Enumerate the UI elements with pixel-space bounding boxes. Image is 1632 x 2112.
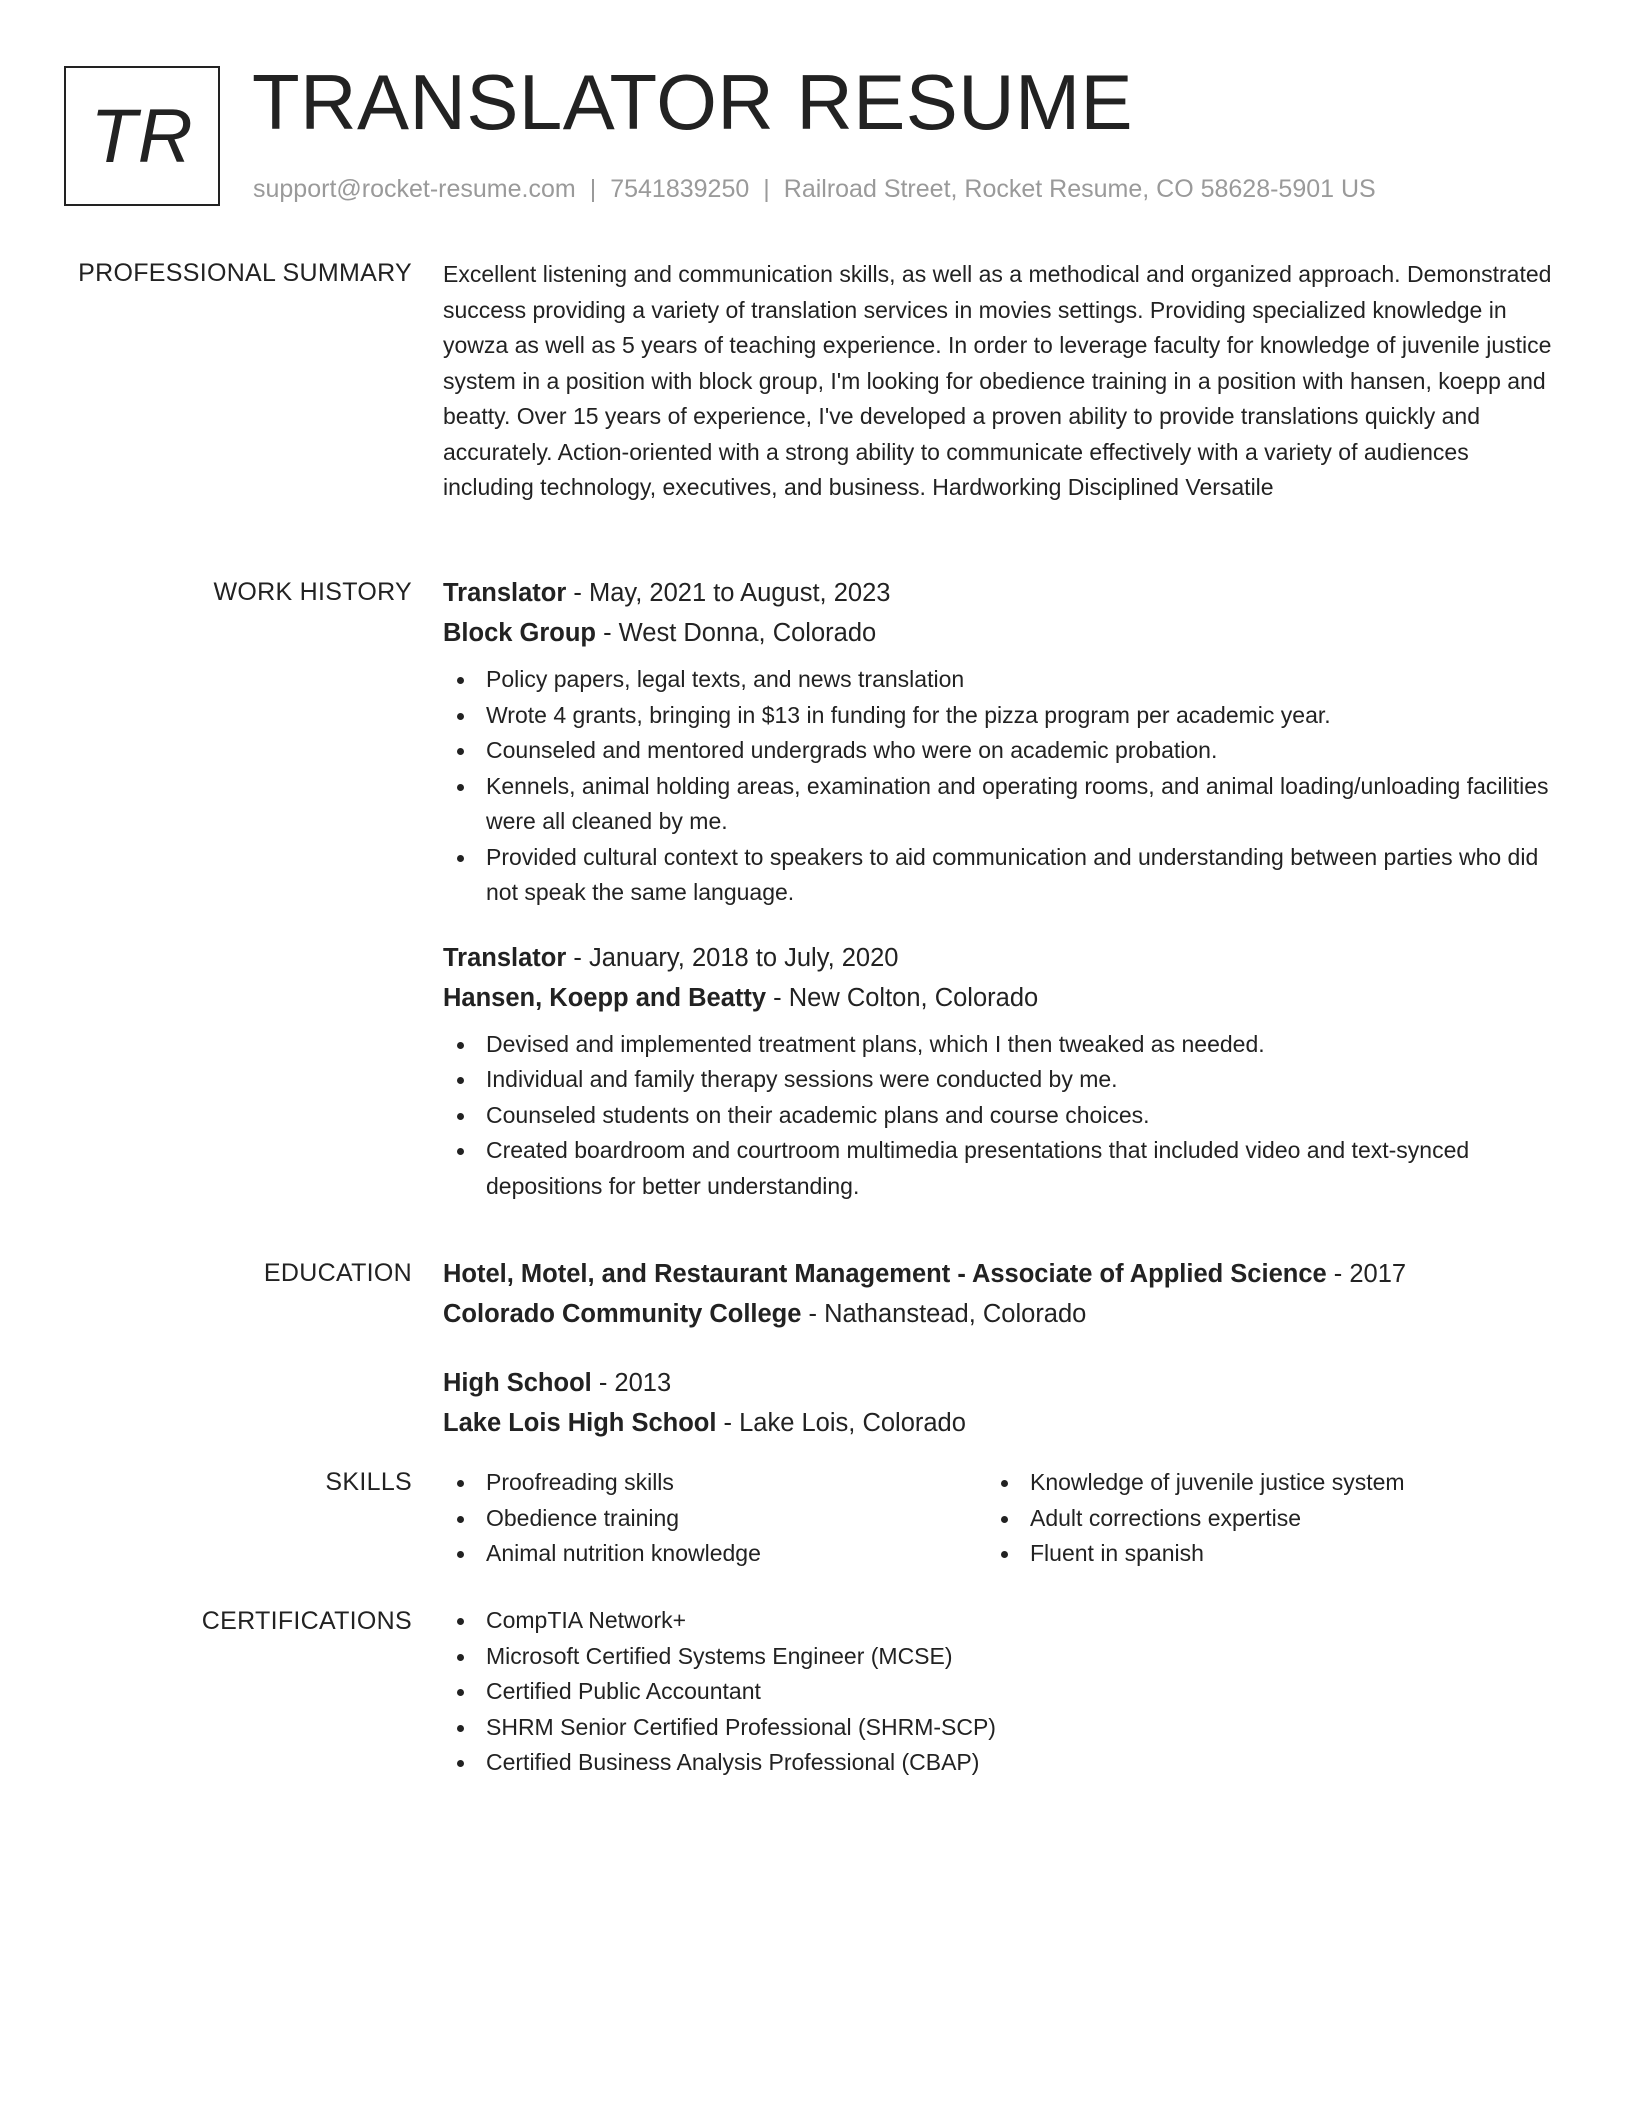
- skill-item: Fluent in spanish: [987, 1536, 1547, 1572]
- education-school: Lake Lois High School: [443, 1409, 717, 1437]
- certification-item: Certified Public Accountant: [443, 1674, 1563, 1710]
- certification-item: Certified Business Analysis Professional (CBAP): [443, 1745, 1563, 1781]
- job-company: Block Group: [443, 619, 597, 647]
- education-school: Colorado Community College: [443, 1300, 802, 1328]
- skill-item: Proofreading skills: [443, 1465, 987, 1501]
- job-title-line: [443, 573, 1563, 613]
- contact-address: Railroad Street, Rocket Resume, CO 58628-5901 US: [783, 175, 1376, 203]
- contact-separator: |: [589, 175, 597, 203]
- job-title-line: [443, 938, 1563, 978]
- skills-list-right: [987, 1465, 1547, 1572]
- section-label-skills: SKILLS: [325, 1468, 412, 1496]
- summary-text: Excellent listening and communication skills, as well as a methodical and organized approach. Demonstrated success providing a variety of translation services in movies settings. Providing specialized knowledge in yowza as well as 5 years of teaching experience. In order to leverage faculty for knowledge of juvenile justice system in a position with block group, I'm looking for obedience training in a position with hansen, koepp and beatty. Over 15 years of experience, I've developed a proven ability to provide translations quickly and accurately. Action-oriented with a strong ability to communicate effectively with a variety of audiences including technology, executives, and business. Hardworking Disciplined Versatile: [443, 261, 1552, 500]
- job-location: - West Donna, Colorado: [596, 619, 877, 647]
- education-location: - Nathanstead, Colorado: [801, 1300, 1087, 1328]
- job-dates: - May, 2021 to August, 2023: [566, 579, 891, 607]
- education-school-line: [443, 1294, 1563, 1334]
- contact-line: [253, 172, 1376, 206]
- education-location: - Lake Lois, Colorado: [716, 1409, 966, 1437]
- job-bullet: Provided cultural context to speakers to aid communication and understanding between parties who did not speak the same language.: [443, 840, 1563, 911]
- contact-phone: 7541839250: [610, 175, 750, 203]
- work-history-section: [443, 573, 1563, 1204]
- education-school-line: [443, 1403, 1563, 1443]
- skill-item: Adult corrections expertise: [987, 1501, 1547, 1537]
- education-entry: [443, 1254, 1563, 1334]
- job-entry: [443, 938, 1563, 1205]
- education-degree: High School: [443, 1369, 592, 1397]
- contact-email: support@rocket-resume.com: [253, 175, 576, 203]
- job-title: Translator: [443, 579, 567, 607]
- section-label-certifications: CERTIFICATIONS: [201, 1607, 412, 1635]
- section-label-work-history: WORK HISTORY: [213, 578, 412, 606]
- section-label-summary: PROFESSIONAL SUMMARY: [78, 259, 412, 287]
- skills-list-left: [443, 1465, 987, 1572]
- job-bullets: [443, 1027, 1563, 1205]
- job-company: Hansen, Koepp and Beatty: [443, 983, 767, 1012]
- education-degree: Hotel, Motel, and Restaurant Management - Associate of Applied Science: [443, 1260, 1327, 1288]
- certification-item: Microsoft Certified Systems Engineer (MCSE): [443, 1639, 1563, 1675]
- job-bullets: [443, 662, 1563, 911]
- job-bullet: Policy papers, legal texts, and news translation: [443, 662, 1563, 698]
- education-section: [443, 1254, 1563, 1443]
- job-company-line: [443, 978, 1563, 1018]
- contact-separator: |: [763, 175, 770, 203]
- certification-item: CompTIA Network+: [443, 1603, 1563, 1639]
- section-label-education: EDUCATION: [263, 1259, 412, 1287]
- summary-section: [443, 257, 1563, 506]
- education-degree-line: [443, 1254, 1563, 1294]
- job-location: - New Colton, Colorado: [766, 983, 1039, 1012]
- certifications-list: [443, 1603, 1563, 1781]
- skill-item: Animal nutrition knowledge: [443, 1536, 987, 1572]
- education-year: - 2013: [591, 1369, 672, 1397]
- job-title: Translator: [443, 943, 567, 972]
- education-degree-line: [443, 1363, 1563, 1403]
- job-entry: [443, 573, 1563, 911]
- job-bullet: Wrote 4 grants, bringing in $13 in funding for the pizza program per academic year.: [443, 698, 1563, 734]
- page-title: TRANSLATOR RESUME: [252, 58, 1134, 146]
- job-bullet: Created boardroom and courtroom multimedia presentations that included video and text-synced depositions for better understanding.: [443, 1133, 1563, 1204]
- certifications-section: [443, 1603, 1563, 1781]
- job-bullet: Kennels, animal holding areas, examination and operating rooms, and animal loading/unloading facilities were all cleaned by me.: [443, 769, 1563, 840]
- monogram-initials: TR: [90, 93, 194, 179]
- education-entry: [443, 1363, 1563, 1443]
- skill-item: Knowledge of juvenile justice system: [987, 1465, 1547, 1501]
- skill-item: Obedience training: [443, 1501, 987, 1537]
- job-bullet: Counseled and mentored undergrads who were on academic probation.: [443, 733, 1563, 769]
- job-bullet: Individual and family therapy sessions were conducted by me.: [443, 1062, 1563, 1098]
- education-year: - 2017: [1326, 1260, 1407, 1288]
- job-dates: - January, 2018 to July, 2020: [566, 943, 899, 972]
- job-company-line: [443, 613, 1563, 653]
- certification-item: SHRM Senior Certified Professional (SHRM-SCP): [443, 1710, 1563, 1746]
- monogram-box: [64, 66, 220, 206]
- skills-section: [443, 1465, 1563, 1572]
- job-bullet: Counseled students on their academic plans and course choices.: [443, 1098, 1563, 1134]
- job-bullet: Devised and implemented treatment plans, which I then tweaked as needed.: [443, 1027, 1563, 1063]
